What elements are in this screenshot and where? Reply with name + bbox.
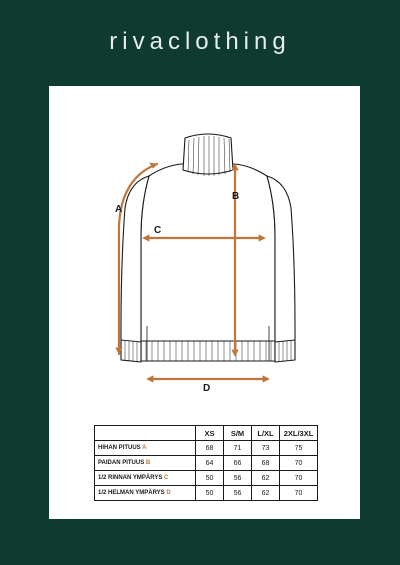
cell-value: 70 (280, 486, 318, 501)
row-label: 1/2 RINNAN YMPÄRYS C (95, 471, 196, 486)
cell-value: 70 (280, 471, 318, 486)
header-2xl3xl: 2XL/3XL (280, 426, 318, 441)
table-row (95, 456, 318, 471)
brand-logo: rivaclothing (109, 28, 291, 55)
size-table (94, 425, 318, 501)
cell-value: 56 (224, 486, 252, 501)
turtleneck-collar (183, 134, 233, 174)
header-lxl: L/XL (252, 426, 280, 441)
row-label: HIHAN PITUUS A (95, 441, 196, 456)
cell-value: 68 (252, 456, 280, 471)
row-letter: D (166, 490, 171, 496)
row-letter: B (145, 460, 151, 466)
size-table-header (95, 426, 318, 441)
cell-value: 71 (224, 441, 252, 456)
cell-value: 68 (196, 441, 224, 456)
table-row (95, 486, 318, 501)
cell-value: 70 (280, 456, 318, 471)
row-letter: C (164, 475, 169, 481)
row-label: 1/2 HELMAN YMPÄRYS D (95, 486, 196, 501)
table-row (95, 471, 318, 486)
row-letter: A (142, 445, 147, 451)
cell-value: 73 (252, 441, 280, 456)
cell-value: 75 (280, 441, 318, 456)
sweater-illustration (49, 86, 360, 416)
sweater-body (141, 164, 275, 361)
table-row (95, 441, 318, 456)
cell-value: 50 (196, 486, 224, 501)
label-b: B (232, 191, 240, 202)
cell-value: 66 (224, 456, 252, 471)
cell-value: 56 (224, 471, 252, 486)
cell-value: 62 (252, 471, 280, 486)
label-a: A (115, 204, 123, 215)
header-xs: XS (196, 426, 224, 441)
row-label: PAIDAN PITUUS B (95, 456, 196, 471)
size-guide-card (49, 86, 360, 519)
label-d: D (203, 383, 211, 394)
header-empty (95, 426, 196, 441)
cell-value: 62 (252, 486, 280, 501)
label-c: C (154, 225, 162, 236)
header-sm: S/M (224, 426, 252, 441)
cell-value: 64 (196, 456, 224, 471)
cell-value: 50 (196, 471, 224, 486)
